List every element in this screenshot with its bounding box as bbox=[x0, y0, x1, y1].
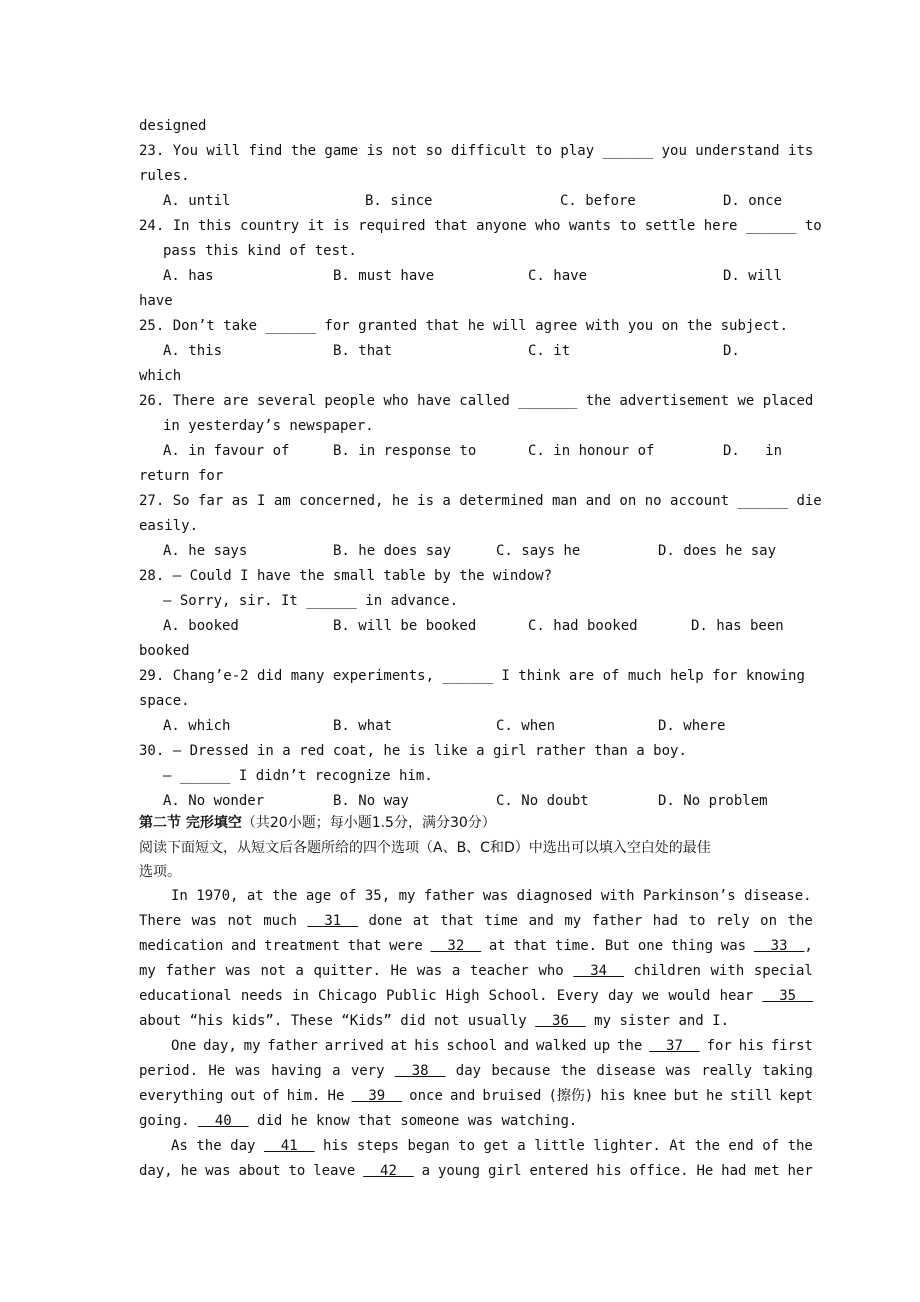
word: was bbox=[416, 963, 443, 979]
word: and bbox=[449, 1088, 476, 1104]
text-line-l22: booked bbox=[139, 643, 190, 659]
word: and bbox=[528, 913, 554, 929]
word: he bbox=[180, 1163, 198, 1179]
word: day, bbox=[203, 1038, 237, 1054]
word: Every bbox=[556, 988, 599, 1004]
word: day bbox=[455, 1063, 482, 1079]
word: but bbox=[673, 1088, 699, 1104]
word: done bbox=[368, 913, 403, 929]
word: day bbox=[230, 1138, 256, 1154]
word: High bbox=[445, 988, 480, 1004]
word: walked bbox=[535, 1038, 587, 1054]
option-q25-1: B. that bbox=[333, 343, 393, 359]
word: a bbox=[421, 1163, 431, 1179]
blank-wrap bbox=[762, 988, 813, 1004]
option-q26-1: B. in response to bbox=[333, 443, 477, 459]
word: a bbox=[517, 1138, 526, 1154]
word: in bbox=[292, 988, 309, 1004]
word: very bbox=[350, 1063, 385, 1079]
word: the bbox=[196, 1138, 222, 1154]
word: hear bbox=[719, 988, 754, 1004]
word: began bbox=[407, 1138, 450, 1154]
word: was bbox=[720, 938, 747, 954]
word: One bbox=[171, 1038, 197, 1054]
passage-line-p1c bbox=[139, 938, 813, 954]
blank-wrap bbox=[363, 1163, 414, 1179]
word: my bbox=[564, 913, 582, 929]
word: He bbox=[390, 963, 408, 979]
word: and bbox=[231, 938, 257, 954]
word: At bbox=[669, 1138, 687, 1154]
option-q29-1: B. what bbox=[333, 718, 393, 734]
word: taking bbox=[762, 1063, 813, 1079]
word: to bbox=[458, 1138, 475, 1154]
option-q26-2: C. in honour of bbox=[528, 443, 655, 459]
passage-line-p2d: going. 40 did he know that someone was watching. bbox=[139, 1113, 578, 1129]
blank-wrap bbox=[649, 1038, 700, 1054]
text-line-l27: — ______ I didn’t recognize him. bbox=[163, 768, 433, 784]
option-q24-1: B. must have bbox=[333, 268, 435, 284]
word: at bbox=[488, 938, 506, 954]
word: was bbox=[205, 1163, 231, 1179]
text-line-l06: pass this kind of test. bbox=[163, 243, 357, 259]
blank-39[interactable]: 39 bbox=[351, 1088, 403, 1104]
word: teacher bbox=[469, 963, 529, 979]
word: entered bbox=[529, 1163, 589, 1179]
text-line-l23: 29. Chang’e-2 did many experiments, ______ I think are of much help for knowing bbox=[139, 668, 805, 684]
instruction-line-1: 阅读下面短文，从短文后各题所给的四个选项（A、B、C和D）中选出可以填入空白处的最佳 bbox=[139, 840, 711, 856]
word: get bbox=[483, 1138, 509, 1154]
passage-line-p1f: about “his kids”. These “Kids” did not usually 36 my sister and I. bbox=[139, 1013, 730, 1029]
word: he bbox=[706, 1088, 723, 1104]
word: was bbox=[665, 1063, 692, 1079]
option-q23-2: C. before bbox=[560, 193, 636, 209]
word: was bbox=[225, 963, 251, 979]
word: knee bbox=[632, 1088, 667, 1104]
word: had bbox=[721, 1163, 747, 1179]
word: one bbox=[637, 938, 664, 954]
word: to bbox=[688, 913, 706, 929]
word: special bbox=[753, 963, 813, 979]
text-line-l24: space. bbox=[139, 693, 190, 709]
option-q26-3: D. in bbox=[723, 443, 783, 459]
word: He bbox=[696, 1163, 714, 1179]
option-q25-2: C. it bbox=[528, 343, 571, 359]
option-q23-3: D. once bbox=[723, 193, 783, 209]
option-q25-0: A. this bbox=[163, 343, 223, 359]
word: father bbox=[591, 913, 643, 929]
passage-line-p2a bbox=[171, 1038, 813, 1054]
blank-36[interactable]: 36 bbox=[535, 1013, 586, 1029]
option-q29-3: D. where bbox=[658, 718, 726, 734]
word: He bbox=[327, 1088, 345, 1104]
blank-38[interactable]: 38 bbox=[394, 1063, 446, 1079]
instruction-line-2: 选项。 bbox=[139, 864, 181, 880]
word: her bbox=[787, 1163, 813, 1179]
word: treatment bbox=[264, 938, 340, 954]
word: out bbox=[230, 1088, 256, 1104]
text-line-l08: have bbox=[139, 293, 173, 309]
word: his bbox=[738, 1038, 764, 1054]
option-q23-1: B. since bbox=[365, 193, 433, 209]
text-line-l09: 25. Don’t take ______ for granted that he will agree with you on the subject. bbox=[139, 318, 789, 334]
word: end bbox=[728, 1138, 754, 1154]
word: up bbox=[593, 1038, 611, 1054]
word: thing bbox=[670, 938, 714, 954]
word: would bbox=[668, 988, 711, 1004]
option-q27-3: D. does he say bbox=[658, 543, 777, 559]
passage-line-p3b bbox=[139, 1163, 813, 1179]
word: day, bbox=[139, 1163, 173, 1179]
blank-33[interactable]: 33 bbox=[753, 938, 805, 954]
word: who bbox=[538, 963, 564, 979]
word: father bbox=[165, 963, 217, 979]
word: to bbox=[288, 1163, 306, 1179]
blank-32[interactable]: 32 bbox=[430, 938, 482, 954]
word: steps bbox=[356, 1138, 399, 1154]
word: a bbox=[295, 963, 304, 979]
passage-line-p1d bbox=[139, 963, 813, 979]
option-q29-0: A. which bbox=[163, 718, 231, 734]
word: office. bbox=[629, 1163, 689, 1179]
word: of bbox=[762, 1138, 780, 1154]
word: everything bbox=[139, 1088, 224, 1104]
text-line-l15: return for bbox=[139, 468, 224, 484]
option-q27-2: C. says he bbox=[496, 543, 581, 559]
word: Chicago bbox=[318, 988, 378, 1004]
word: needs bbox=[240, 988, 283, 1004]
text-line-l05: 24. In this country it is required that anyone who wants to settle here ______ to bbox=[139, 218, 822, 234]
word: day bbox=[607, 988, 634, 1004]
word: his bbox=[414, 1038, 440, 1054]
word: first bbox=[770, 1038, 813, 1054]
word: (擦伤) bbox=[548, 1088, 594, 1104]
blank-42[interactable]: 42 bbox=[363, 1163, 414, 1179]
text-line-l11: which bbox=[139, 368, 182, 384]
word: with bbox=[710, 963, 745, 979]
text-line-l12: 26. There are several people who have called _______ the advertisement we placed bbox=[139, 393, 814, 409]
option-q27-1: B. he does say bbox=[333, 543, 452, 559]
word: young bbox=[437, 1163, 481, 1179]
word: children bbox=[633, 963, 701, 979]
blank-31[interactable]: 31 bbox=[307, 913, 359, 929]
option-q25-3: D. bbox=[723, 343, 740, 359]
word: the bbox=[694, 1138, 720, 1154]
blank-41[interactable]: 41 bbox=[263, 1138, 315, 1154]
word: lighter. bbox=[593, 1138, 661, 1154]
text-line-l01: designed bbox=[139, 118, 207, 134]
word: the bbox=[560, 1063, 587, 1079]
option-q24-0: A. has bbox=[163, 268, 214, 284]
word: time bbox=[484, 913, 519, 929]
word: about bbox=[238, 1163, 281, 1179]
word: had bbox=[652, 913, 679, 929]
word: school bbox=[446, 1038, 497, 1054]
word: School. bbox=[488, 988, 548, 1004]
text-line-l02: 23. You will find the game is not so difficult to play ______ you understand its bbox=[139, 143, 814, 159]
word: were bbox=[389, 938, 423, 954]
option-q29-2: C. when bbox=[496, 718, 556, 734]
word: disease bbox=[596, 1063, 656, 1079]
word: him. bbox=[286, 1088, 321, 1104]
word: once bbox=[409, 1088, 443, 1104]
word: educational bbox=[139, 988, 232, 1004]
passage-line-p1b bbox=[139, 913, 813, 929]
word: arrived bbox=[324, 1038, 384, 1054]
section-title: 第二节 完形填空 bbox=[139, 815, 242, 831]
option-q24-3: D. will bbox=[723, 268, 783, 284]
word: my bbox=[139, 963, 156, 979]
word: of bbox=[262, 1088, 280, 1104]
word: a bbox=[332, 1063, 341, 1079]
option-q23-0: A. until bbox=[163, 193, 231, 209]
blank-wrap bbox=[431, 938, 482, 954]
word: met bbox=[754, 1163, 780, 1179]
word: rely bbox=[715, 913, 750, 929]
option-q30-3: D. No problem bbox=[658, 793, 768, 809]
text-line-l17: easily. bbox=[139, 518, 199, 534]
option-q26-0: A. in favour of bbox=[163, 443, 290, 459]
word: was bbox=[191, 913, 217, 929]
blank-wrap bbox=[573, 963, 624, 979]
word: his bbox=[323, 1138, 349, 1154]
passage-line-p1a: In 1970, at the age of 35, my father was diagnosed with Parkinson’s disease. bbox=[171, 888, 812, 904]
word: He bbox=[208, 1063, 226, 1079]
word: kept bbox=[779, 1088, 813, 1104]
word: medication bbox=[139, 938, 224, 954]
blank-wrap bbox=[264, 1138, 315, 1154]
option-q30-2: C. No doubt bbox=[496, 793, 589, 809]
option-q30-1: B. No way bbox=[333, 793, 409, 809]
word: As bbox=[171, 1138, 188, 1154]
word: on bbox=[760, 913, 778, 929]
blank-35[interactable]: 35 bbox=[762, 988, 813, 1004]
option-q28-2: C. had booked bbox=[528, 618, 638, 634]
word: But bbox=[604, 938, 631, 954]
word: that bbox=[347, 938, 382, 954]
word: his bbox=[600, 1088, 626, 1104]
word: Public bbox=[386, 988, 437, 1004]
section-note: （共20小题；每小题1.5分，满分30分） bbox=[241, 815, 496, 831]
word: my bbox=[243, 1038, 261, 1054]
option-q28-1: B. will be booked bbox=[333, 618, 477, 634]
blank-34[interactable]: 34 bbox=[573, 963, 624, 979]
word: because bbox=[491, 1063, 551, 1079]
word: for bbox=[706, 1038, 732, 1054]
word: father bbox=[267, 1038, 318, 1054]
word: little bbox=[534, 1138, 585, 1154]
blank-37[interactable]: 37 bbox=[649, 1038, 700, 1054]
text-line-l26: 30. — Dressed in a red coat, he is like a girl rather than a boy. bbox=[139, 743, 687, 759]
text-line-l03: rules. bbox=[139, 168, 190, 184]
word: we bbox=[642, 988, 660, 1004]
word: the bbox=[617, 1038, 643, 1054]
word: still bbox=[729, 1088, 773, 1104]
option-q27-0: A. he says bbox=[163, 543, 248, 559]
word: There bbox=[139, 913, 182, 929]
word: his bbox=[596, 1163, 622, 1179]
word: a bbox=[451, 963, 461, 979]
word: the bbox=[787, 1138, 813, 1154]
word: that bbox=[513, 938, 548, 954]
text-line-l16: 27. So far as I am concerned, he is a determined man and on no account ______ die bbox=[139, 493, 822, 509]
blank-40[interactable]: 40 bbox=[198, 1113, 249, 1129]
blank-wrap bbox=[352, 1088, 403, 1104]
passage-line-p2b bbox=[139, 1063, 813, 1079]
section-heading bbox=[139, 815, 496, 831]
blank-wrap: 33 , bbox=[753, 938, 813, 954]
word: the bbox=[787, 913, 813, 929]
word: really bbox=[701, 1063, 752, 1079]
word: not bbox=[260, 963, 286, 979]
option-q30-0: A. No wonder bbox=[163, 793, 265, 809]
option-q28-3: D. has been bbox=[691, 618, 784, 634]
option-q28-0: A. booked bbox=[163, 618, 239, 634]
word: leave bbox=[313, 1163, 356, 1179]
word: time. bbox=[554, 938, 598, 954]
word: not bbox=[227, 913, 253, 929]
word: at bbox=[390, 1038, 408, 1054]
blank-wrap bbox=[395, 1063, 446, 1079]
word: period. bbox=[139, 1063, 199, 1079]
word: that bbox=[440, 913, 474, 929]
word: at bbox=[412, 913, 430, 929]
text-line-l13: in yesterday’s newspaper. bbox=[163, 418, 374, 434]
word: was bbox=[235, 1063, 261, 1079]
word: quitter. bbox=[313, 963, 381, 979]
word: and bbox=[503, 1038, 530, 1054]
word: much bbox=[263, 913, 297, 929]
word: having bbox=[271, 1063, 322, 1079]
passage-line-p1e bbox=[139, 988, 813, 1004]
blank-wrap bbox=[307, 913, 358, 929]
passage-line-p2c bbox=[139, 1088, 813, 1104]
text-line-l19: 28. — Could I have the small table by the window? bbox=[139, 568, 553, 584]
word: bruised bbox=[482, 1088, 542, 1104]
option-q24-2: C. have bbox=[528, 268, 588, 284]
word: girl bbox=[487, 1163, 522, 1179]
passage-line-p3a bbox=[171, 1138, 813, 1154]
text-line-l20: — Sorry, sir. It ______ in advance. bbox=[163, 593, 459, 609]
